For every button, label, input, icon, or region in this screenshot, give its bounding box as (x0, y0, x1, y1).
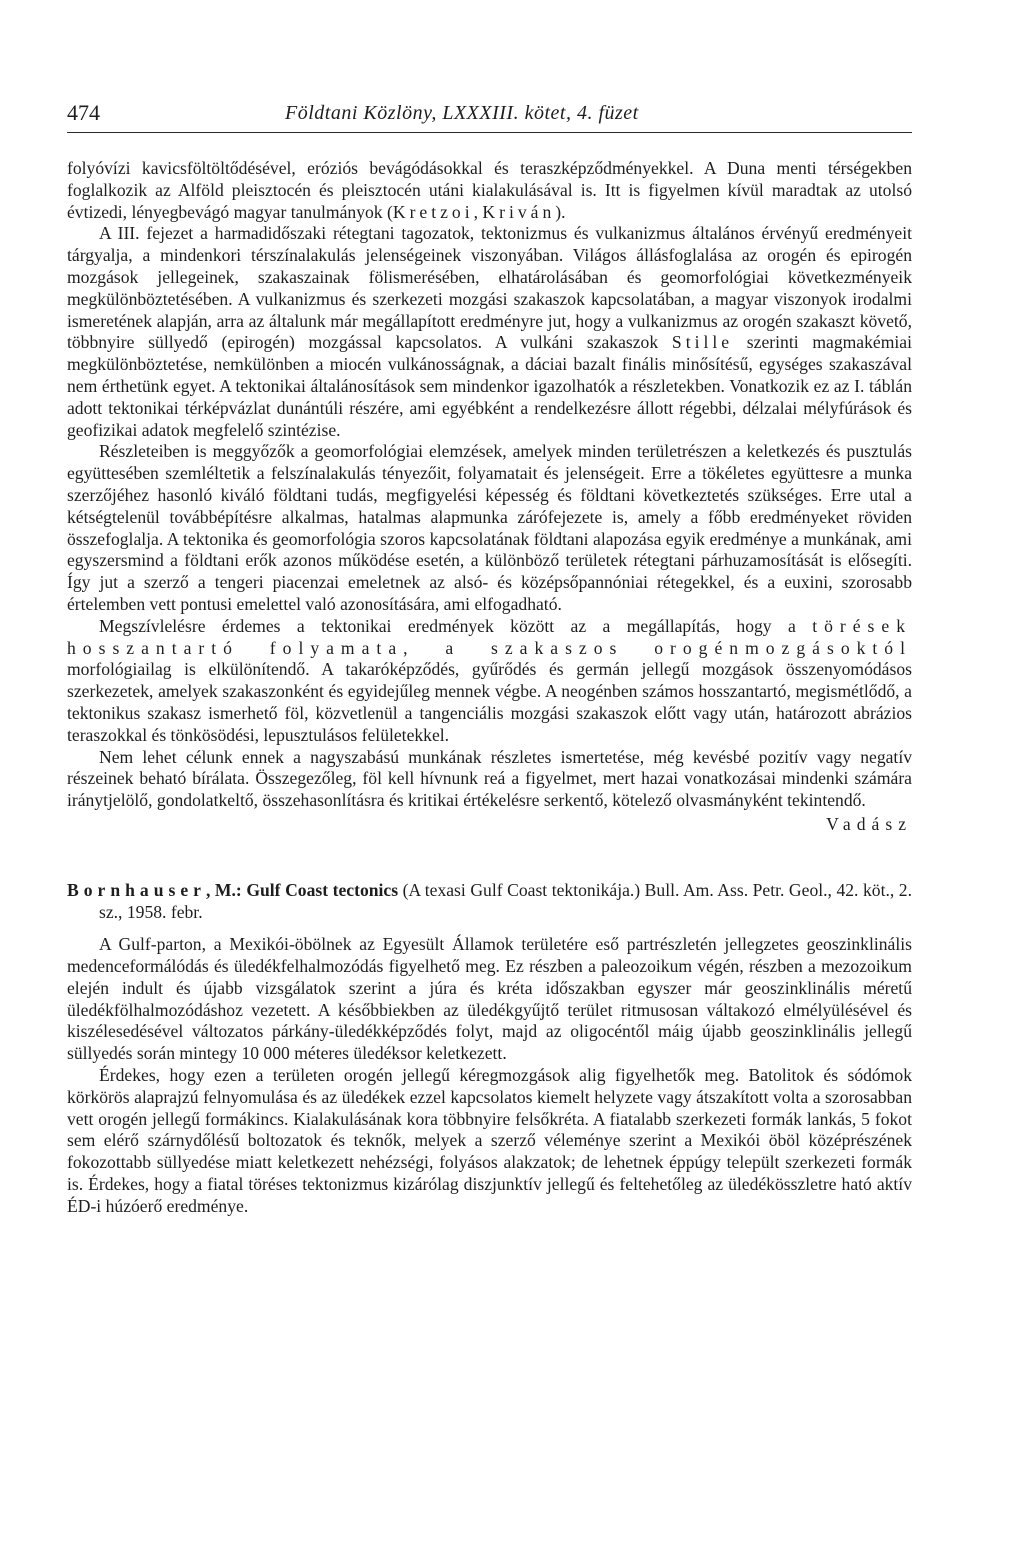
reviewer-signature: Vadász (826, 813, 912, 834)
review1-paragraph-5: Nem lehet célunk ennek a nagyszabású munkának részletes ismertetése, még kevésbé pozitív vagy negatív részeinek beható bírálata. Összegezőleg, föl kell hívnunk reá a figyelmet, mert hazai vonatkozásai mindenki számára iránytjelölő, gondolatkeltő, összehasonlításra és kritikai értékelésre serkentő, kötelező olvasmányként tekintendő. (67, 746, 912, 811)
page (67, 0, 912, 1559)
review2-paragraph-1: A Gulf-parton, a Mexikói-öbölnek az Egyesült Államok területére eső partrészletén jellegzetes geoszinklinális medenceformálódás és üledékfelhalmozódás figyelhető meg. Ez részben a paleozoikum végén, részben a mezozoikum elején indult és újabb vizsgálatok szerint a júra és kréta időszakban egyszer már geoszinklinális méretű üledékfölhalmozódáshoz vezetett. A későbbiekben az üledékgyűjtő terület ritmusosan váltakozó elmélyülésével és kiszélesedésével változatos párkány-üledékképződés folyt, majd az oligocéntől máig újabb geoszinklinális jellegű süllyedés során mintegy 10 000 méteres üledéksor keletkezett. (67, 934, 912, 1064)
paragraph-text: Megszívlelésre érdemes a tektonikai eredmények között az a megállapítás, hogy a (99, 615, 813, 636)
review1-paragraph-2 (67, 223, 912, 441)
journal-title: Földtani Közlöny, LXXXIII. kötet, 4. füzet (285, 102, 639, 124)
paragraph-text: ). (555, 201, 566, 222)
paragraph-text: szerinti magmakémiai megkülönböztetése, nemkülönben a miocén vulkánosságnak, a dáciai bazalt finális minősítésű, egységes szakaszával nem érthetünk egyet. A tektonikai általánosítások sem mindenkor igazolhatók a részletekben. Vonatkozik ez az I. táblán adott tektonikai térképvázlat dunántúli részére, ami egyébként a rendelkezésre állott régebbi, délzalai mélyfúrások és geofizikai adatok megfelelő szintézise. (67, 332, 912, 440)
author-reference: Kriván (482, 201, 556, 222)
review2-title: Gulf Coast tectonics (246, 879, 399, 900)
paragraph-text: folyóvízi kavicsföltöltődésével, eróziós bevágódásokkal és teraszképződményekkel. A Duna menti térségekben foglalkozik az Alföld pleisztocén és pleisztocén utáni kialakulásával is. Itt is figyelmen kívül maradtak az utolsó évtizedi, lényegbevágó magyar tanulmányok ( (67, 158, 912, 222)
review1-paragraph-3: Részleteiben is meggyőzők a geomorfológiai elemzések, amelyek minden területrészen a keletkezés és pusztulás együttesében szemléltetik a felszínalakulás tényezőit, folyamatait és jelenségeit. Erre a tökéletes együttesre a munka szerzőjéhez hasonló kiváló földtani tudás, megfigyelési képesség és földtani következtetés szükséges. Erre utal a kétségtelenül továbbépítésre alkalmas, hatalmas alapmunka zárófejezete is, amely a főbb eredményeket röviden összefoglalja. A tektonika és geomorfológia szoros kapcsolatának földtani alapozása egyik eredménye a munkának, ami egyszersmind a földtani erők azonos működése esetén, a különböző területek rétegtani párhuzamosítását is elősegíti. Így jut a szerző a tengeri piacenzai emeletnek az alsó- és középsőpannóniai rétegekkel, és a euxini, szorosabb értelemben vett pontusi emelettel való azonosítására, ami elfogadható. (67, 441, 912, 614)
paragraph-text: morfológiailag is elkülönítendő. A takaróképződés, gyűrődés és germán jellegű mozgások összenyomódásos szerkezetek, amelyek szakaszonként és egyidejűleg mennek végbe. A neogénben számos hosszantartó, megismétlődő, a tektonikus szakasz ismerhető föl, közvetlenül a tangenciális mozgási szakaszok előtt vagy után, határozott abrázios teraszokkal és tönkösödési, lepusztulásos felületekkel. (67, 659, 912, 745)
page-number: 474 (67, 100, 100, 125)
review2-paragraph-2: Érdekes, hogy ezen a területen orogén jellegű kéregmozgások alig figyelhetők meg. Batolitok és sódómok körkörös alaprajzú felnyomulása és az üledékek ezzel kapcsolatos kiemelt helyzete vagy átszakított volta a szorosabban vett orogén jellegű formákincs. Kialakulásának kora többnyire felsőkréta. A fiatalabb szerkezeti formák lankás, 5 fokot sem elérő szárnydőlésű boltozatok és teknők, melyek a szerző véleménye szerint a Mexikói öböl középrészének fokozottabb süllyedése miatt keletkezett nehézségi, folyásos alakzatok; de lehetnek éppúgy települt szerkezeti formák is. Érdekes, hogy a fiatal töréses tektonizmus kizárólag diszjunktív jellegű és feltehetőleg az üledékösszletre ható aktív ÉD-i húzóerő eredménye. (67, 1065, 912, 1216)
running-header (67, 98, 912, 133)
review1-paragraph-1 (67, 158, 912, 223)
review1-paragraph-4 (67, 616, 912, 747)
article-body (67, 158, 912, 1218)
separator: , (473, 201, 483, 222)
review2-initial: , M.: (205, 879, 242, 900)
paragraph-text: A III. fejezet a harmadidőszaki rétegtani tagozatok, tektonizmus és vulkanizmus általános érvényű eredményeit tárgyalja, a mindenkori térszínalakulás jelenségeinek viszonyában. Világos állásfoglalása az orogén és epirogén mozgások jellegeinek, szakaszainak fölismerésében, elhatárolásában és geomorfológiai következményeik megkülönböztetésében. A vulkanizmus és szerkezeti mozgási szakaszok kapcsolatában, a magyar viszonyok irodalmi ismeretének alapján, arra az általunk már megállapított eredményre jut, hogy a vulkanizmus az orogén szakaszt követő, többnyire süllyedő (epirogén) mozgással kapcsolatos. A vulkáni szakaszok (67, 223, 912, 353)
emphasized-phrase: törések hosszantartó folyamata, a szakaszos orogénmozgásoktól (67, 615, 912, 658)
review2-citation (67, 880, 912, 924)
review2-author: Bornhauser (67, 879, 206, 900)
author-reference: Stille (671, 332, 734, 353)
review2-source: (A texasi Gulf Coast tektonikája.) Bull. Am. Ass. Petr. Geol., 42. köt., 2. sz., 1958. febr. (99, 879, 913, 922)
author-reference: Kretzoi (392, 201, 474, 222)
